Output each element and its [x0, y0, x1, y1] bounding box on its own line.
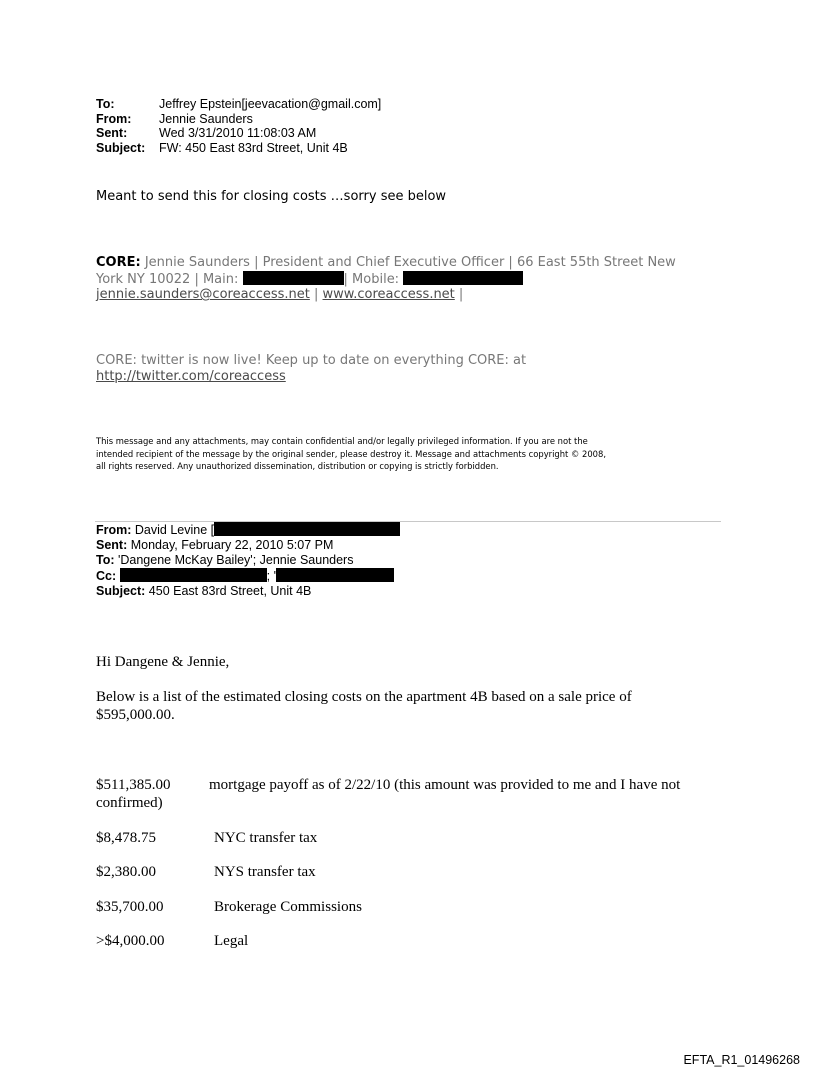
cost-row — [96, 829, 736, 847]
email-header — [96, 97, 516, 157]
header-sent-row — [96, 126, 516, 141]
signature-brand: CORE: — [96, 255, 141, 270]
cost-desc: NYS transfer tax — [214, 864, 316, 880]
sent-value: Wed 3/31/2010 11:08:03 AM — [159, 126, 317, 140]
fwd-subject-row — [96, 584, 400, 599]
fwd-from-row — [96, 522, 400, 538]
disclaimer-line-3: all rights reserved. Any unauthorized dissemination, distribution or copying is strictly forbidden. — [96, 461, 499, 471]
cost-desc: Brokerage Commissions — [214, 899, 362, 915]
from-label: From: — [96, 111, 132, 126]
fwd-cc-sep: ; ' — [266, 569, 276, 583]
subject-value: FW: 450 East 83rd Street, Unit 4B — [159, 140, 348, 155]
fwd-cc-row — [96, 568, 400, 584]
signature-sep: | — [309, 287, 323, 302]
cost-amount: $35,700.00 — [96, 899, 164, 915]
signature-line-1 — [96, 255, 676, 270]
cost-amount: >$4,000.00 — [96, 933, 165, 949]
fwd-sent-label: Sent: — [96, 538, 128, 552]
cost-amount: $511,385.00 — [96, 777, 171, 793]
signature-mobile-label: | Mobile: — [343, 272, 404, 287]
redaction-cc-1 — [120, 568, 267, 582]
intro-line-1: Below is a list of the estimated closing costs on the apartment 4B based on a sale price of — [96, 689, 632, 705]
redaction-fwd-email — [214, 522, 400, 536]
fwd-from-label: From: — [96, 523, 132, 537]
from-value: Jennie Saunders — [159, 111, 253, 126]
intro — [96, 688, 632, 724]
greeting: Hi Dangene & Jennie, — [96, 654, 230, 670]
fwd-subject-label: Subject: — [96, 584, 146, 598]
redaction-mobile-phone — [403, 271, 523, 285]
fwd-to-label: To: — [96, 553, 115, 567]
cost-amount: $2,380.00 — [96, 864, 156, 880]
disclaimer — [96, 435, 606, 473]
subject-label: Subject: — [96, 140, 146, 155]
signature-text-1: Jennie Saunders | President and Chief Executive Officer | 66 East 55th Street New — [140, 255, 676, 270]
forwarded-header — [96, 522, 400, 599]
to-label: To: — [96, 97, 115, 111]
fwd-sent-row — [96, 538, 400, 553]
cost-row — [96, 863, 736, 881]
cost-amount: $8,478.75 — [96, 830, 156, 846]
fwd-cc-label: Cc: — [96, 569, 117, 583]
message-text: Meant to send this for closing costs …sorry see below — [96, 189, 447, 204]
document-id: EFTA_R1_01496268 — [683, 1053, 800, 1067]
fwd-to-value: 'Dangene McKay Bailey'; Jennie Saunders — [114, 553, 354, 567]
fwd-to-row — [96, 553, 400, 568]
signature-line-2 — [96, 271, 523, 287]
signature-trail: | — [454, 287, 464, 302]
fwd-subject-value: 450 East 83rd Street, Unit 4B — [145, 584, 312, 598]
cost-row — [96, 776, 736, 794]
cost-desc: NYC transfer tax — [214, 830, 318, 846]
header-to-row — [96, 97, 516, 112]
redaction-cc-2 — [276, 568, 394, 582]
to-value: Jeffrey Epstein[jeevacation@gmail.com] — [159, 97, 382, 111]
disclaimer-line-2: intended recipient of the message by the original sender, please destroy it. Message and attachments copyright © 2008, — [96, 448, 606, 459]
fwd-sent-value: Monday, February 22, 2010 5:07 PM — [127, 538, 334, 552]
cost-row — [96, 898, 736, 916]
fwd-from-value: David Levine [ — [131, 523, 215, 537]
disclaimer-line-1: This message and any attachments, may contain confidential and/or legally privileged information. If you are not the — [96, 436, 588, 446]
header-from-row — [96, 112, 516, 127]
intro-line-2: $595,000.00. — [96, 707, 175, 723]
twitter-line: CORE: twitter is now live! Keep up to date on everything CORE: at — [96, 353, 527, 368]
cost-desc: mortgage payoff as of 2/22/10 (this amount was provided to me and I have not — [209, 777, 681, 793]
cost-desc: Legal — [214, 933, 249, 949]
sent-label: Sent: — [96, 126, 128, 140]
redaction-main-phone — [243, 271, 344, 285]
twitter-url[interactable]: http://twitter.com/coreaccess — [96, 369, 286, 384]
signature-line-3 — [96, 287, 463, 302]
signature-email-link[interactable]: jennie.saunders@coreaccess.net — [96, 287, 310, 302]
cost-row — [96, 932, 736, 950]
cost-desc-continued: confirmed) — [96, 795, 163, 811]
signature-website-link[interactable]: www.coreaccess.net — [322, 287, 455, 302]
twitter-link[interactable] — [96, 369, 286, 384]
header-subject-row — [96, 141, 516, 156]
signature-text-2: York NY 10022 | Main: — [96, 272, 243, 287]
